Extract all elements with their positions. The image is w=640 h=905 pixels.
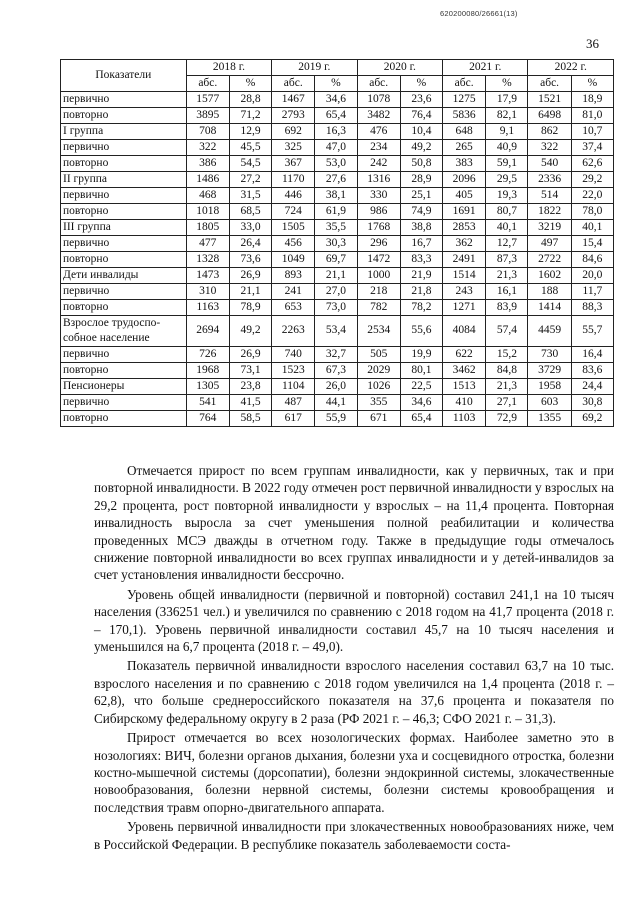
abs-value-cell: 1104 (272, 379, 315, 395)
abs-value-cell: 986 (357, 204, 400, 220)
row-label: первично (61, 347, 187, 363)
pct-value-cell: 68,5 (229, 204, 271, 220)
document-code: 620200080/26661(13) (440, 9, 518, 18)
table-row (61, 379, 614, 395)
abs-value-cell: 310 (186, 284, 229, 300)
year-header: 2022 г. (528, 60, 614, 76)
pct-value-cell: 78,0 (571, 204, 613, 220)
pct-value-cell: 76,4 (400, 108, 442, 124)
abs-value-cell: 541 (186, 395, 229, 411)
abs-value-cell: 648 (443, 124, 486, 140)
row-label: первично (61, 92, 187, 108)
abs-value-cell: 3729 (528, 363, 571, 379)
pct-value-cell: 21,9 (400, 268, 442, 284)
pct-value-cell: 53,4 (315, 316, 357, 347)
abs-value-cell: 653 (272, 300, 315, 316)
abs-value-cell: 1328 (186, 252, 229, 268)
year-header: 2018 г. (186, 60, 271, 76)
abs-value-cell: 1513 (443, 379, 486, 395)
abs-value-cell: 1691 (443, 204, 486, 220)
abs-value-cell: 505 (357, 347, 400, 363)
abs-subheader: абс. (186, 76, 229, 92)
abs-value-cell: 1414 (528, 300, 571, 316)
abs-value-cell: 893 (272, 268, 315, 284)
abs-value-cell: 3462 (443, 363, 486, 379)
pct-value-cell: 16,4 (571, 347, 613, 363)
abs-value-cell: 1602 (528, 268, 571, 284)
abs-value-cell: 3895 (186, 108, 229, 124)
pct-value-cell: 27,1 (486, 395, 528, 411)
abs-value-cell: 410 (443, 395, 486, 411)
pct-value-cell: 10,4 (400, 124, 442, 140)
abs-value-cell: 383 (443, 156, 486, 172)
abs-value-cell: 1473 (186, 268, 229, 284)
abs-value-cell: 362 (443, 236, 486, 252)
pct-value-cell: 27,6 (315, 172, 357, 188)
abs-value-cell: 330 (357, 188, 400, 204)
abs-value-cell: 622 (443, 347, 486, 363)
pct-value-cell: 40,1 (486, 220, 528, 236)
pct-value-cell: 16,3 (315, 124, 357, 140)
pct-value-cell: 9,1 (486, 124, 528, 140)
abs-value-cell: 862 (528, 124, 571, 140)
abs-value-cell: 1316 (357, 172, 400, 188)
row-label: II группа (61, 172, 187, 188)
table-row (61, 140, 614, 156)
pct-value-cell: 12,9 (229, 124, 271, 140)
table-row (61, 204, 614, 220)
abs-value-cell: 322 (186, 140, 229, 156)
abs-value-cell: 540 (528, 156, 571, 172)
abs-value-cell: 243 (443, 284, 486, 300)
row-label: повторно (61, 252, 187, 268)
pct-value-cell: 34,6 (315, 92, 357, 108)
row-label: первично (61, 140, 187, 156)
abs-value-cell: 2263 (272, 316, 315, 347)
abs-value-cell: 487 (272, 395, 315, 411)
paragraph: Уровень общей инвалидности (первичной и повторной) составил 241,1 на 10 тысяч населения (336251 чел.) и увеличился по сравнению с 2018 годом на 41,7 процента (2018 г. – 170,1). Уровень первичной инвалидности составил 45,7 на 10 тысяч населения и уменьшился на 6,7 процента (2018 г. – 49,0). (94, 586, 614, 655)
abs-value-cell: 325 (272, 140, 315, 156)
abs-value-cell: 468 (186, 188, 229, 204)
pct-value-cell: 62,6 (571, 156, 613, 172)
abs-value-cell: 726 (186, 347, 229, 363)
pct-value-cell: 29,5 (486, 172, 528, 188)
abs-value-cell: 1275 (443, 92, 486, 108)
table-row (61, 363, 614, 379)
pct-value-cell: 78,2 (400, 300, 442, 316)
pct-value-cell: 49,2 (229, 316, 271, 347)
pct-value-cell: 38,8 (400, 220, 442, 236)
table-body (61, 92, 614, 427)
pct-value-cell: 16,1 (486, 284, 528, 300)
abs-subheader: абс. (528, 76, 571, 92)
paragraph: Прирост отмечается во всех нозологических формах. Наиболее заметно это в нозологиях: ВИЧ, болезни органов дыхания, болезни уха и сосцевидного отростка, болезни костно-мышечной системы (дорсопатии), болезни эндокринной системы, злокачественные новообразования, болезни нервной системы, болезни системы кровообращения и последствия травм опорно-двигательного аппарата. (94, 730, 614, 815)
abs-value-cell: 242 (357, 156, 400, 172)
abs-value-cell: 477 (186, 236, 229, 252)
row-label: повторно (61, 156, 187, 172)
table-row (61, 252, 614, 268)
pct-value-cell: 45,5 (229, 140, 271, 156)
pct-value-cell: 83,3 (400, 252, 442, 268)
pct-value-cell: 20,0 (571, 268, 613, 284)
row-label: первично (61, 395, 187, 411)
abs-value-cell: 2029 (357, 363, 400, 379)
abs-value-cell: 692 (272, 124, 315, 140)
pct-value-cell: 28,8 (229, 92, 271, 108)
pct-value-cell: 25,1 (400, 188, 442, 204)
pct-value-cell: 21,1 (229, 284, 271, 300)
pct-value-cell: 41,5 (229, 395, 271, 411)
abs-value-cell: 2534 (357, 316, 400, 347)
abs-value-cell: 367 (272, 156, 315, 172)
pct-value-cell: 87,3 (486, 252, 528, 268)
pct-value-cell: 44,1 (315, 395, 357, 411)
pct-value-cell: 82,1 (486, 108, 528, 124)
table-row (61, 347, 614, 363)
pct-value-cell: 27,2 (229, 172, 271, 188)
pct-value-cell: 24,4 (571, 379, 613, 395)
abs-value-cell: 1958 (528, 379, 571, 395)
pct-value-cell: 53,0 (315, 156, 357, 172)
abs-value-cell: 724 (272, 204, 315, 220)
abs-value-cell: 1170 (272, 172, 315, 188)
pct-value-cell: 38,1 (315, 188, 357, 204)
pct-value-cell: 67,3 (315, 363, 357, 379)
abs-value-cell: 1523 (272, 363, 315, 379)
year-header: 2021 г. (443, 60, 528, 76)
pct-value-cell: 22,0 (571, 188, 613, 204)
pct-value-cell: 81,0 (571, 108, 613, 124)
pct-value-cell: 11,7 (571, 284, 613, 300)
row-label: III группа (61, 220, 187, 236)
abs-value-cell: 2694 (186, 316, 229, 347)
pct-value-cell: 47,0 (315, 140, 357, 156)
abs-value-cell: 497 (528, 236, 571, 252)
pct-value-cell: 69,7 (315, 252, 357, 268)
paragraph: Уровень первичной инвалидности при злокачественных новообразованиях ниже, чем в Российской Федерации. В республике показатель заболеваемости соста- (94, 819, 614, 852)
abs-value-cell: 782 (357, 300, 400, 316)
abs-value-cell: 1271 (443, 300, 486, 316)
pct-value-cell: 21,8 (400, 284, 442, 300)
abs-value-cell: 218 (357, 284, 400, 300)
abs-value-cell: 456 (272, 236, 315, 252)
page-number: 36 (586, 36, 599, 51)
pct-value-cell: 59,1 (486, 156, 528, 172)
pct-value-cell: 58,5 (229, 411, 271, 427)
abs-value-cell: 188 (528, 284, 571, 300)
pct-value-cell: 26,9 (229, 347, 271, 363)
row-label: Дети инвалиды (61, 268, 187, 284)
pct-value-cell: 23,8 (229, 379, 271, 395)
abs-value-cell: 241 (272, 284, 315, 300)
table-row (61, 300, 614, 316)
pct-value-cell: 73,6 (229, 252, 271, 268)
pct-value-cell: 12,7 (486, 236, 528, 252)
abs-value-cell: 1000 (357, 268, 400, 284)
abs-value-cell: 764 (186, 411, 229, 427)
pct-value-cell: 50,8 (400, 156, 442, 172)
pct-value-cell: 19,9 (400, 347, 442, 363)
pct-value-cell: 26,0 (315, 379, 357, 395)
abs-value-cell: 1805 (186, 220, 229, 236)
table-row (61, 316, 614, 347)
paragraph: Показатель первичной инвалидности взрослого населения составил 63,7 на 10 тыс. взрослого населения и по сравнению с 2018 годом увеличился на 1,4 процента (2018 г. – 62,8), что больше среднероссийского показателя на 37,6 процента и показателя по Сибирскому федеральному округу в 2 раза (РФ 2021 г. – 46,3; СФО 2021 г. – 31,3). (94, 658, 614, 726)
abs-value-cell: 1521 (528, 92, 571, 108)
row-label: первично (61, 284, 187, 300)
abs-value-cell: 446 (272, 188, 315, 204)
abs-value-cell: 1822 (528, 204, 571, 220)
abs-value-cell: 476 (357, 124, 400, 140)
pct-value-cell: 34,6 (400, 395, 442, 411)
abs-subheader: абс. (357, 76, 400, 92)
pct-value-cell: 80,1 (400, 363, 442, 379)
abs-value-cell: 1355 (528, 411, 571, 427)
abs-value-cell: 1163 (186, 300, 229, 316)
table-row (61, 268, 614, 284)
row-label: I группа (61, 124, 187, 140)
abs-value-cell: 1103 (443, 411, 486, 427)
pct-value-cell: 65,4 (315, 108, 357, 124)
table-row (61, 188, 614, 204)
table-row (61, 395, 614, 411)
pct-value-cell: 57,4 (486, 316, 528, 347)
pct-value-cell: 74,9 (400, 204, 442, 220)
pct-value-cell: 55,9 (315, 411, 357, 427)
pct-value-cell: 28,9 (400, 172, 442, 188)
table-row (61, 236, 614, 252)
abs-value-cell: 1577 (186, 92, 229, 108)
abs-value-cell: 4459 (528, 316, 571, 347)
abs-value-cell: 1505 (272, 220, 315, 236)
abs-value-cell: 265 (443, 140, 486, 156)
abs-value-cell: 708 (186, 124, 229, 140)
body-text (94, 462, 614, 855)
abs-value-cell: 671 (357, 411, 400, 427)
abs-value-cell: 355 (357, 395, 400, 411)
pct-value-cell: 84,6 (571, 252, 613, 268)
abs-value-cell: 234 (357, 140, 400, 156)
table-header-row (61, 60, 614, 76)
pct-value-cell: 83,9 (486, 300, 528, 316)
pct-value-cell: 26,4 (229, 236, 271, 252)
pct-value-cell: 88,3 (571, 300, 613, 316)
table-row (61, 124, 614, 140)
pct-value-cell: 78,9 (229, 300, 271, 316)
row-label: повторно (61, 300, 187, 316)
abs-value-cell: 1768 (357, 220, 400, 236)
pct-value-cell: 33,0 (229, 220, 271, 236)
pct-value-cell: 35,5 (315, 220, 357, 236)
indicator-column-header: Показатели (61, 60, 187, 92)
row-label: Пенсионеры (61, 379, 187, 395)
abs-value-cell: 2491 (443, 252, 486, 268)
abs-value-cell: 296 (357, 236, 400, 252)
pct-value-cell: 72,9 (486, 411, 528, 427)
abs-value-cell: 2853 (443, 220, 486, 236)
pct-value-cell: 16,7 (400, 236, 442, 252)
pct-value-cell: 22,5 (400, 379, 442, 395)
pct-value-cell: 32,7 (315, 347, 357, 363)
abs-value-cell: 1018 (186, 204, 229, 220)
abs-value-cell: 1514 (443, 268, 486, 284)
pct-value-cell: 65,4 (400, 411, 442, 427)
paragraph: Отмечается прирост по всем группам инвалидности, как у первичных, так и при повторной инвалидности. В 2022 году отмечен рост первичной инвалидности у взрослых на 29,2 процента, рост повторной инвалидности у взрослых – на 11,4 процента. Повторная инвалидность выросла за счет уменьшения полной реабилитации и количества проведенных МСЭ дважды в отчетном году. Также в предыдущие годы отмечалось снижение повторной инвалидности во всех группах инвалидности и у детей-инвалидов за счет установления инвалидности бессрочно. (94, 463, 614, 583)
abs-value-cell: 1486 (186, 172, 229, 188)
pct-subheader: % (571, 76, 613, 92)
pct-value-cell: 71,2 (229, 108, 271, 124)
pct-value-cell: 55,7 (571, 316, 613, 347)
row-label: Взрослое трудоспо-собное население (61, 316, 187, 347)
abs-value-cell: 4084 (443, 316, 486, 347)
abs-value-cell: 3219 (528, 220, 571, 236)
pct-value-cell: 83,6 (571, 363, 613, 379)
pct-value-cell: 26,9 (229, 268, 271, 284)
table-row (61, 108, 614, 124)
abs-value-cell: 1305 (186, 379, 229, 395)
pct-value-cell: 29,2 (571, 172, 613, 188)
pct-value-cell: 49,2 (400, 140, 442, 156)
pct-value-cell: 19,3 (486, 188, 528, 204)
pct-subheader: % (400, 76, 442, 92)
table-row (61, 220, 614, 236)
pct-value-cell: 15,2 (486, 347, 528, 363)
abs-value-cell: 3482 (357, 108, 400, 124)
abs-value-cell: 1078 (357, 92, 400, 108)
abs-value-cell: 2722 (528, 252, 571, 268)
year-header: 2020 г. (357, 60, 442, 76)
row-label: повторно (61, 363, 187, 379)
pct-value-cell: 15,4 (571, 236, 613, 252)
table-row (61, 156, 614, 172)
abs-value-cell: 386 (186, 156, 229, 172)
row-label: первично (61, 236, 187, 252)
pct-value-cell: 21,3 (486, 268, 528, 284)
pct-value-cell: 61,9 (315, 204, 357, 220)
pct-value-cell: 37,4 (571, 140, 613, 156)
pct-subheader: % (486, 76, 528, 92)
table-row (61, 172, 614, 188)
abs-value-cell: 617 (272, 411, 315, 427)
pct-value-cell: 73,0 (315, 300, 357, 316)
abs-value-cell: 2793 (272, 108, 315, 124)
abs-subheader: абс. (443, 76, 486, 92)
pct-value-cell: 30,8 (571, 395, 613, 411)
abs-subheader: абс. (272, 76, 315, 92)
abs-value-cell: 1467 (272, 92, 315, 108)
abs-value-cell: 322 (528, 140, 571, 156)
row-label: повторно (61, 411, 187, 427)
abs-value-cell: 730 (528, 347, 571, 363)
abs-value-cell: 1026 (357, 379, 400, 395)
table-row (61, 411, 614, 427)
pct-value-cell: 31,5 (229, 188, 271, 204)
abs-value-cell: 1968 (186, 363, 229, 379)
pct-value-cell: 84,8 (486, 363, 528, 379)
abs-value-cell: 1049 (272, 252, 315, 268)
pct-subheader: % (315, 76, 357, 92)
disability-statistics-table (60, 59, 614, 427)
abs-value-cell: 405 (443, 188, 486, 204)
pct-value-cell: 40,9 (486, 140, 528, 156)
pct-value-cell: 54,5 (229, 156, 271, 172)
abs-value-cell: 5836 (443, 108, 486, 124)
pct-value-cell: 30,3 (315, 236, 357, 252)
abs-value-cell: 2096 (443, 172, 486, 188)
pct-value-cell: 27,0 (315, 284, 357, 300)
pct-value-cell: 18,9 (571, 92, 613, 108)
pct-value-cell: 21,1 (315, 268, 357, 284)
abs-value-cell: 603 (528, 395, 571, 411)
pct-value-cell: 23,6 (400, 92, 442, 108)
row-label: повторно (61, 108, 187, 124)
pct-value-cell: 10,7 (571, 124, 613, 140)
pct-subheader: % (229, 76, 271, 92)
abs-value-cell: 1472 (357, 252, 400, 268)
pct-value-cell: 80,7 (486, 204, 528, 220)
pct-value-cell: 73,1 (229, 363, 271, 379)
abs-value-cell: 740 (272, 347, 315, 363)
abs-value-cell: 2336 (528, 172, 571, 188)
pct-value-cell: 17,9 (486, 92, 528, 108)
row-label: повторно (61, 204, 187, 220)
pct-value-cell: 40,1 (571, 220, 613, 236)
row-label: первично (61, 188, 187, 204)
year-header: 2019 г. (272, 60, 357, 76)
pct-value-cell: 21,3 (486, 379, 528, 395)
pct-value-cell: 55,6 (400, 316, 442, 347)
table-row (61, 92, 614, 108)
abs-value-cell: 6498 (528, 108, 571, 124)
pct-value-cell: 69,2 (571, 411, 613, 427)
table-row (61, 284, 614, 300)
abs-value-cell: 514 (528, 188, 571, 204)
